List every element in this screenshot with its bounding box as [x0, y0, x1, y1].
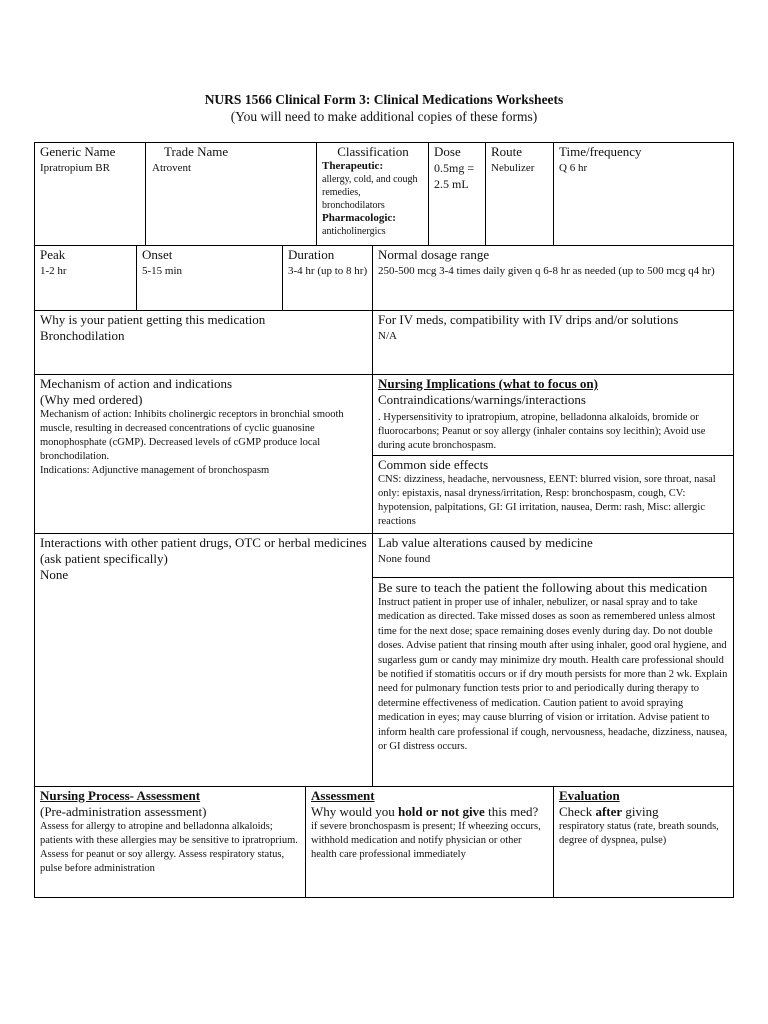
time-frequency-label: Time/frequency [559, 144, 642, 159]
why-medication-cell [34, 310, 373, 375]
side-effects-value: CNS: dizziness, headache, nervousness, EENT: blurred vision, sore throat, nasal only: epistaxis, nasal dryness/irritation, Resp: bronchospasm, cough, CV: hypotension, palpitations, GI: GI irritation, nausea, Derm: rash, Misc: allergic reactions [378, 474, 716, 527]
nursing-process-label: Nursing Process- Assessment [40, 788, 201, 803]
lab-values-value: None found [378, 553, 431, 565]
evaluation-value: respiratory status (rate, breath sounds, degree of dyspnea, pulse) [559, 821, 719, 846]
therapeutic-label: Therapeutic: [322, 160, 384, 172]
pharmacologic-value: anticholinergics [322, 226, 386, 237]
time-frequency-cell [553, 142, 734, 246]
onset-value: 5-15 min [142, 265, 183, 277]
interactions-cell [34, 533, 373, 787]
classification-cell [316, 142, 429, 246]
assessment-cell [305, 786, 554, 898]
side-effects-cell [372, 455, 734, 534]
evaluation-question-bold: after [595, 804, 623, 819]
onset-label: Onset [142, 247, 173, 262]
indications-value: Indications: Adjunctive management of bronchospasm [40, 465, 270, 476]
route-cell [485, 142, 554, 246]
nursing-implications-label: Nursing Implications (what to focus on) [378, 376, 598, 391]
why-medication-value: Bronchodilation [40, 328, 125, 343]
trade-name-cell [145, 142, 317, 246]
nursing-process-sublabel: (Pre-administration assessment) [40, 804, 207, 819]
peak-value: 1-2 hr [40, 265, 67, 277]
onset-cell [136, 245, 283, 311]
normal-dosage-cell [372, 245, 734, 311]
evaluation-question [559, 804, 729, 820]
assessment-question-part1: Why would you [311, 804, 399, 819]
pharmacologic-label: Pharmacologic: [322, 212, 396, 224]
classification-label: Classification [337, 144, 409, 159]
evaluation-cell [553, 786, 734, 898]
route-value: Nebulizer [491, 162, 535, 174]
nursing-implications-cell [372, 374, 734, 456]
evaluation-question-part1: Check [559, 804, 596, 819]
trade-name-value: Atrovent [152, 162, 192, 174]
dose-label: Dose [434, 144, 461, 159]
page-subtitle: (You will need to make additional copies of these forms) [230, 109, 538, 124]
mechanism-cell [34, 374, 373, 534]
duration-cell [282, 245, 373, 311]
why-medication-label: Why is your patient getting this medication [40, 312, 266, 327]
dose-value: 0.5mg = 2.5 mL [434, 161, 475, 191]
lab-values-label: Lab value alterations caused by medicine [378, 535, 593, 550]
assessment-question-part2: this med? [484, 804, 539, 819]
route-label: Route [491, 144, 523, 159]
duration-value: 3-4 hr (up to 8 hr) [288, 265, 368, 277]
assessment-question [311, 804, 549, 820]
teaching-cell [372, 577, 734, 787]
time-frequency-value: Q 6 hr [559, 162, 588, 174]
peak-label: Peak [40, 247, 66, 262]
contraindications-label: Contraindications/warnings/interactions [378, 392, 586, 407]
therapeutic-value: allergy, cold, and cough remedies, bronchodilators [322, 174, 418, 211]
evaluation-question-part2: giving [622, 804, 659, 819]
dose-cell [428, 142, 486, 246]
normal-dosage-label: Normal dosage range [378, 247, 490, 262]
contraindications-value: . Hypersensitivity to ipratropium, atropine, belladonna alkaloids, bromide or fluorocarbons; Peanut or soy allergy (inhaler contains soy lecithin); Avoid use during acute bronchospasm. [378, 412, 706, 451]
assessment-label: Assessment [311, 788, 375, 803]
trade-name-label: Trade Name [164, 144, 229, 159]
generic-name-label: Generic Name [40, 144, 116, 159]
lab-values-cell [372, 533, 734, 578]
nursing-process-cell [34, 786, 306, 898]
peak-cell [34, 245, 137, 311]
generic-name-value: Ipratropium BR [40, 162, 110, 174]
evaluation-label: Evaluation [559, 788, 620, 803]
assessment-question-bold: hold or not give [398, 804, 485, 819]
duration-label: Duration [288, 247, 335, 262]
iv-compatibility-cell [372, 310, 734, 375]
interactions-label: Interactions with other patient drugs, OTC or herbal medicines (ask patient specifically) [40, 535, 367, 566]
iv-compatibility-value: N/A [378, 330, 397, 342]
mechanism-value: Mechanism of action: Inhibits cholinergic receptors in bronchial smooth muscle, resulting in decreased concentrations of cyclic guanosine monophosphate (cGMP). Decreased levels of cGMP produce local bronchodilation. [40, 409, 344, 462]
mechanism-label: Mechanism of action and indications [40, 376, 233, 391]
interactions-value: None [40, 567, 69, 582]
assessment-value: if severe bronchospasm is present; If wheezing occurs, withhold medication and notify physician or other health care professional immediately [311, 821, 541, 860]
teaching-label: Be sure to teach the patient the following about this medication [378, 580, 708, 595]
side-effects-label: Common side effects [378, 457, 489, 472]
page-title: NURS 1566 Clinical Form 3: Clinical Medications Worksheets [204, 92, 564, 107]
mechanism-sublabel: (Why med ordered) [40, 392, 143, 407]
teaching-value: Instruct patient in proper use of inhaler, nebulizer, or nasal spray and to take medication as directed. Take missed doses as soon as remembered unless almost time for the next dose; space remaining doses evenly during day. Do not double doses. Advise patient that rinsing mouth after using inhaler, good oral hygiene, and sugarless gum or candy may minimize dry mouth. Health care professional should be notified if stomatitis occurs or if dry mouth persists for more than 2 wk. Explain need for pulmonary function tests prior to and periodically during therapy to determine effectiveness of medication. Caution patient to avoid spraying medication in eyes; may cause blurring of vision or irritation. Advise patient to inform health care professional if cough, nervousness, headache, dizziness, nausea, or GI distress occurs. [378, 597, 728, 753]
normal-dosage-value: 250-500 mcg 3-4 times daily given q 6-8 hr as needed (up to 500 mcg q4 hr) [378, 265, 715, 277]
generic-name-cell [34, 142, 146, 246]
iv-compatibility-label: For IV meds, compatibility with IV drips and/or solutions [378, 312, 679, 327]
nursing-process-value: Assess for allergy to atropine and belladonna alkaloids; patients with these allergies may be sensitive to ipratroprium. Assess for peanut or soy allergy. Assess respiratory status, pulse before administration [40, 821, 298, 874]
